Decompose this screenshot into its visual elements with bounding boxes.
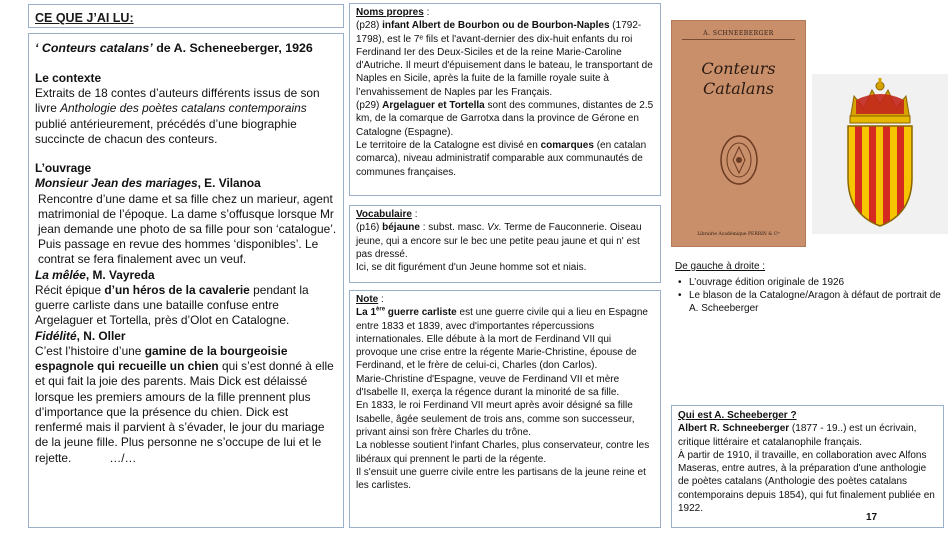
page-number: 17 — [866, 512, 878, 523]
vocabulary-panel — [349, 205, 661, 283]
proper-names-heading: Noms propres : — [356, 7, 430, 18]
context-heading: Le contexte — [35, 70, 102, 85]
note-p4: La noblesse soutient l'infant Charles, plus conservateur, contre les libéraux qui prennent le parti de la régente. — [356, 440, 650, 465]
author-bio-heading: Qui est A. Scheeberger ? — [678, 410, 797, 421]
vocabulary-heading: Vocabulaire : — [356, 209, 418, 220]
book-title: ‘ Conteurs catalans’ de A. Scheneeberger, 1926 — [35, 41, 313, 55]
note-p3: En 1833, le roi Ferdinand VII meurt après avoir désigné sa fille Isabelle, âgée seulement de trois ans, comme son successeur, privant ainsi son frère Charles du trône. — [356, 400, 635, 438]
author-bio-p2: À partir de 1910, il travaille, en collaboration avec Alfons Maseras, entre autres, à la préparation d'une anthologie de poètes catalans (Anthologie des poètes catalans contemporains depuis 1854), qui fut finalement publiée en 1922. — [678, 449, 935, 515]
proper-names-territory: Le territoire de la Catalogne est divisé en comarques (en catalan comarca), niveau administratif comparable aux communautés de communes françaises. — [356, 139, 647, 178]
caption-item: • L’ouvrage édition originale de 1926 — [675, 276, 945, 289]
cover-author: A. SCHNEEBERGER — [703, 30, 774, 37]
note-heading: Note : — [356, 294, 384, 305]
cover-title: Conteurs Catalans — [701, 59, 776, 98]
story-3-text: C’est l’histoire d’une gamine de la bourgeoisie espagnole qui recueille un chien qui s’est donné à elle et qui fait la joie des parents. Mais Dick est délaissé lorsque les premiers amours de la fille prennent plus d’importance que la présence du chien. Dick est renfermé mais il parvient à s’évader, le jour du mariage de la jeune fille. Plus personne ne s’occupe de lui et le rejette. …/… — [35, 343, 334, 465]
proper-names-panel — [349, 3, 661, 196]
note-p2: Marie-Christine d'Espagne, veuve de Ferdinand VII et mère d'Isabelle II, exerça la régence durant la minorité de sa fille. — [356, 373, 620, 399]
section-header-title: CE QUE J’AI LU: — [35, 11, 134, 25]
caption-item: • Le blason de la Catalogne/Aragon à défaut de portrait de A. Scheeberger — [675, 289, 945, 316]
publisher-seal-icon — [718, 133, 760, 187]
story-2-text: Récit épique d’un héros de la cavalerie pendant la guerre carliste dans une bataille confuse entre Argelaguer et Tortella, près d’Olot en Catalogne. — [35, 282, 309, 328]
author-bio-panel — [671, 405, 944, 528]
context-text: Extraits de 18 contes d’auteurs différents issus de son livre Anthologie des poètes catalans contemporains publié antérieurement, précédés d’une biographie succincte de chacun des conteurs. — [35, 86, 320, 146]
book-cover-image — [671, 20, 806, 247]
work-heading: L’ouvrage — [35, 161, 92, 176]
section-header — [28, 4, 344, 28]
caption-heading: De gauche à droite : — [675, 261, 766, 272]
proper-names-p29: (p29) Argelaguer et Tortella sont des communes, distantes de 2.5 km, de la comarque de Garrotxa dans la province de Gérone en Catalogne (Espagne). — [356, 100, 654, 138]
coat-of-arms-image — [812, 74, 948, 234]
story-1-title: Monsieur Jean des mariages, E. Vilanoa — [35, 176, 261, 191]
cover-publisher: Librairie Académique PERRIN & Cⁱᵉ — [697, 232, 780, 238]
vocabulary-figurative: Ici, se dit figurément d'un Jeune homme sot et niais. — [356, 262, 587, 274]
story-1-text: Rencontre d’une dame et sa fille chez un marieur, agent matrimonial de l’époque. La dame s’offusque lorsque Mr jean demande une photo de sa fille pour son ‘catalogue’. Puis passage en revue des hommes ‘disponibles’. Le contrat se fera finalement avec un veuf. — [38, 191, 337, 267]
author-bio-p1: Albert R. Schneeberger (1877 - 19..) est un écrivain, critique littéraire et catalanophile français. — [678, 423, 917, 448]
image-caption — [675, 261, 945, 315]
reading-summary-panel — [28, 33, 344, 528]
note-p1: La 1ère guerre carliste est une guerre civile qui a lieu en Espagne entre 1833 et 1839, avec d'importantes répercussions internationales. Elle débute à la mort de Ferdinand VII qui provoque une crise entre la régente Marie-Christine, épouse de Ferdinand, et le frère de celui-ci, Charles (don Carlos). — [356, 306, 648, 372]
catalonia-arms-icon — [812, 74, 948, 234]
note-panel — [349, 290, 661, 528]
story-2-title: La mêlée, M. Vayreda — [35, 267, 155, 282]
proper-names-p28: (p28) infant Albert de Bourbon ou de Bourbon-Naples (1792-1798), est le 7ᵉ fils et l'avant-dernier des dix-huit enfants du roi Ferdinand Ier des Deux-Siciles et de la reine Marie-Caroline d'Autriche. Il meurt d'épuisement dans le bateau, le transportant de Naples en Sicile, après la fuite de la famille royale suite à l’envahissement de Naples par les Français. — [356, 20, 653, 98]
continued-marker: …/… — [109, 450, 137, 465]
vocabulary-entry: (p16) béjaune : subst. masc. Vx. Terme de Fauconnerie. Oiseau jeune, qui a encore sur le bec une petite peau jaune et qui n' est pas dressé. — [356, 222, 642, 260]
note-p5: Il s'ensuit une guerre civile entre les partisans de la jeune reine et les carlistes. — [356, 466, 646, 492]
story-3-title: Fidélité, N. Oller — [35, 328, 126, 343]
